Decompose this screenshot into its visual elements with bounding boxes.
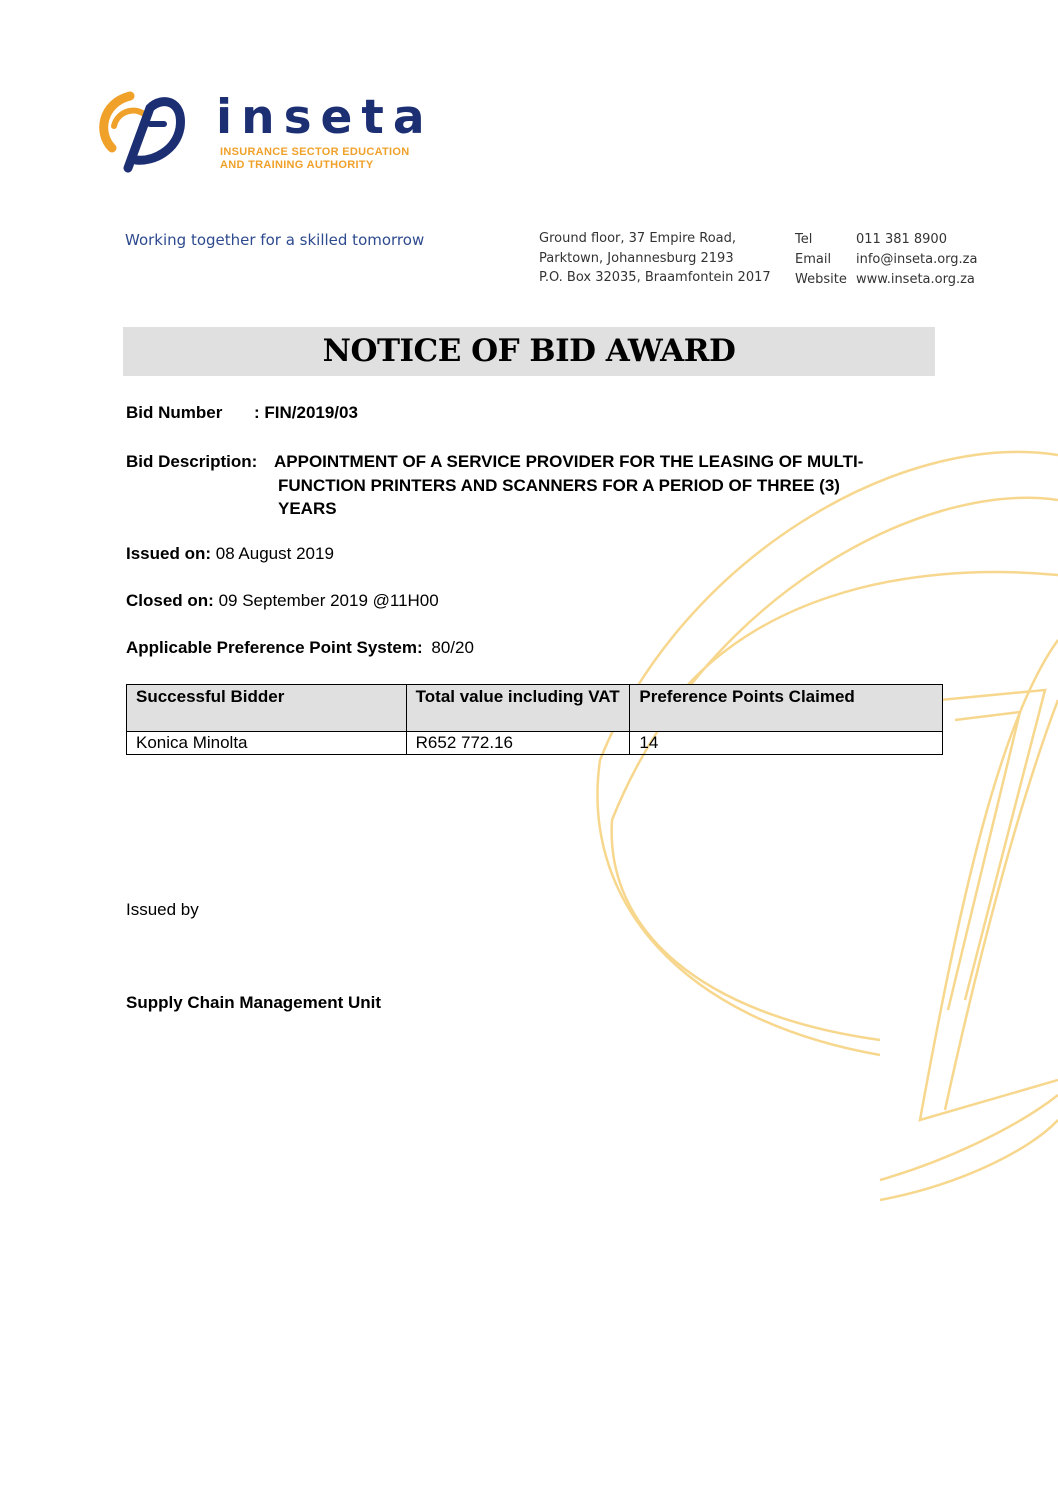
bid-number-row — [126, 403, 358, 423]
bid-number-value: : FIN/2019/03 — [254, 403, 358, 422]
bid-description-line: YEARS — [278, 499, 337, 518]
value-cell: R652 772.16 — [406, 732, 630, 755]
logo-subtitle-line-1: INSURANCE SECTOR EDUCATION — [220, 146, 410, 158]
inseta-logo-icon — [92, 88, 192, 178]
tagline: Working together for a skilled tomorrow — [125, 231, 425, 249]
bid-award-table — [126, 684, 943, 755]
preference-system-row — [126, 638, 474, 658]
bid-number-label: Bid Number — [126, 403, 223, 422]
closed-on-label: Closed on: — [126, 591, 214, 610]
address-line-1: Ground floor, 37 Empire Road, — [539, 231, 737, 246]
preference-system-label: Applicable Preference Point System: — [126, 638, 423, 657]
page-title: NOTICE OF BID AWARD — [322, 333, 736, 369]
issued-on-value: 08 August 2019 — [211, 544, 334, 563]
contact-value-email: info@inseta.org.za — [856, 252, 978, 267]
bidder-cell: Konica Minolta — [127, 732, 407, 755]
logo-subtitle-line-2: AND TRAINING AUTHORITY — [220, 159, 374, 171]
column-header: Preference Points Claimed — [630, 685, 943, 732]
contact-label-website: Website — [795, 272, 847, 287]
issuing-unit: Supply Chain Management Unit — [126, 993, 382, 1012]
column-header: Total value including VAT — [406, 685, 630, 732]
issued-on-label: Issued on: — [126, 544, 212, 563]
address-line-3: P.O. Box 32035, Braamfontein 2017 — [539, 270, 771, 285]
bid-description-line: APPOINTMENT OF A SERVICE PROVIDER FOR THE LEASING OF MULTI- — [274, 452, 864, 471]
contact-value-website: www.inseta.org.za — [856, 272, 975, 287]
preference-system-value: 80/20 — [431, 638, 474, 657]
contact-value-tel: 011 381 8900 — [856, 232, 947, 247]
bid-description-label: Bid Description: — [126, 452, 258, 471]
column-header: Successful Bidder — [127, 685, 407, 732]
issued-by: Issued by — [126, 900, 199, 919]
table-row — [127, 732, 943, 755]
closed-on-row — [126, 591, 439, 611]
address-line-2: Parktown, Johannesburg 2193 — [539, 251, 734, 266]
bid-description — [126, 450, 906, 521]
table-header-row — [127, 685, 943, 732]
closed-on-value: 09 September 2019 @11H00 — [213, 591, 439, 610]
logo-wordmark: inseta — [216, 90, 434, 145]
points-cell: 14 — [630, 732, 943, 755]
bid-description-text — [274, 450, 900, 521]
contact-label-tel: Tel — [795, 232, 813, 247]
bid-description-line: FUNCTION PRINTERS AND SCANNERS FOR A PERIOD OF THREE (3) — [278, 475, 840, 495]
contact-label-email: Email — [795, 252, 832, 267]
issued-on-row — [126, 544, 334, 564]
